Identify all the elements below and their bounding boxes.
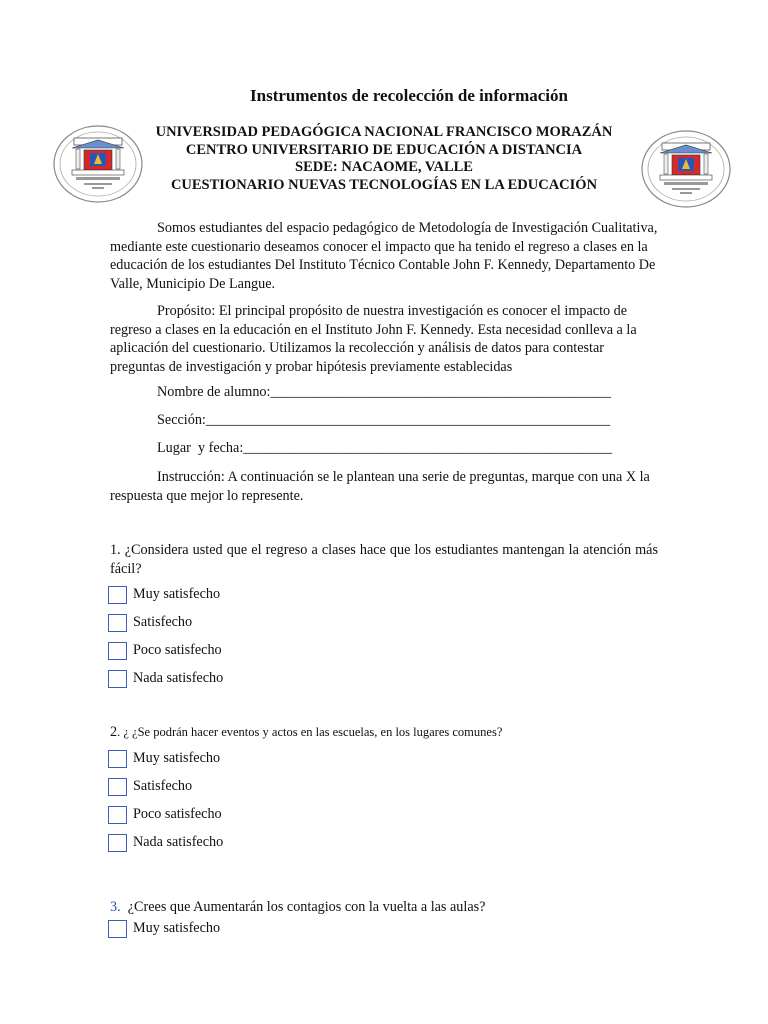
purpose-paragraph: Propósito: El principal propósito de nuestra investigación es conocer el impacto de regreso a clases en la educación en el Instituto John F. Kennedy. Esta necesidad conlleva a la aplicación del cuestionario. Utilizamos la recolección y análisis de datos para contestar preguntas de investigación y probar hipótesis previamente establecidas [110, 303, 637, 375]
header-line: UNIVERSIDAD PEDAGÓGICA NACIONAL FRANCISCO MORAZÁN [155, 124, 613, 140]
option-muy-satisfecho[interactable] [108, 748, 220, 769]
option-muy-satisfecho[interactable] [108, 584, 220, 605]
checkbox[interactable] [108, 806, 127, 824]
option-label: Poco satisfecho [133, 642, 222, 658]
checkbox[interactable] [108, 750, 127, 768]
option-label: Nada satisfecho [133, 834, 224, 850]
question-number: 3. [110, 899, 121, 915]
checkbox[interactable] [108, 614, 127, 632]
option-nada-satisfecho[interactable] [108, 832, 223, 853]
question-1 [110, 541, 658, 578]
option-satisfecho[interactable] [108, 776, 192, 797]
question-number: 2 [110, 724, 118, 740]
student-name-field[interactable]: Nombre de alumno:________________________________________________ [157, 384, 611, 400]
header-line: CUESTIONARIO NUEVAS TECNOLOGÍAS EN LA EDUCACIÓN [170, 176, 598, 193]
intro-paragraph: Somos estudiantes del espacio pedagógico de Metodología de Investigación Cualitativa, mediante este cuestionario deseamos conocer el impacto que ha tenido el regreso a clases en la educación de los estudiantes Del Instituto Técnico Contable John F. Kennedy, Departamento De Valle, Municipio De Langue. [110, 220, 658, 292]
institution-header [120, 124, 648, 194]
question-text: ¿Crees que Aumentarán los contagios con la vuelta a las aulas? [120, 899, 486, 915]
document-title: Instrumentos de recolección de información [250, 86, 568, 105]
question-number: 1. [110, 542, 121, 558]
header-line: SEDE: NACAOME, VALLE [295, 159, 473, 175]
checkbox[interactable] [108, 778, 127, 796]
option-label: Satisfecho [133, 614, 193, 630]
question-text: ¿Considera usted que el regreso a clases hace que los estudiantes mantengan la atención más fácil? [110, 542, 658, 577]
option-poco-satisfecho[interactable] [108, 804, 222, 825]
option-label: Muy satisfecho [133, 586, 221, 602]
checkbox[interactable] [108, 920, 127, 938]
option-label: Poco satisfecho [133, 806, 222, 822]
option-label: Nada satisfecho [133, 670, 224, 686]
checkbox[interactable] [108, 586, 127, 604]
option-label: Muy satisfecho [133, 920, 221, 936]
instruction-paragraph: Instrucción: A continuación se le plantean una serie de preguntas, marque con una X la respuesta que mejor lo represente. [110, 469, 650, 504]
university-seal-icon [640, 129, 732, 209]
option-satisfecho[interactable] [108, 612, 192, 633]
place-date-field[interactable]: Lugar y fecha:____________________________________________________ [157, 440, 613, 456]
question-text: . ¿ ¿Se podrán hacer eventos y actos en las escuelas, en los lugares comunes? [117, 725, 503, 739]
checkbox[interactable] [108, 834, 127, 852]
checkbox[interactable] [108, 670, 127, 688]
option-label: Muy satisfecho [133, 750, 221, 766]
header-line: CENTRO UNIVERSITARIO DE EDUCACIÓN A DISTANCIA [185, 141, 583, 158]
option-label: Satisfecho [133, 778, 193, 794]
option-muy-satisfecho[interactable] [108, 918, 220, 939]
question-2 [110, 723, 658, 742]
option-nada-satisfecho[interactable] [108, 668, 223, 689]
option-poco-satisfecho[interactable] [108, 640, 222, 661]
question-3 [110, 898, 658, 917]
checkbox[interactable] [108, 642, 127, 660]
section-field[interactable]: Sección:_________________________________________________________ [157, 412, 611, 428]
